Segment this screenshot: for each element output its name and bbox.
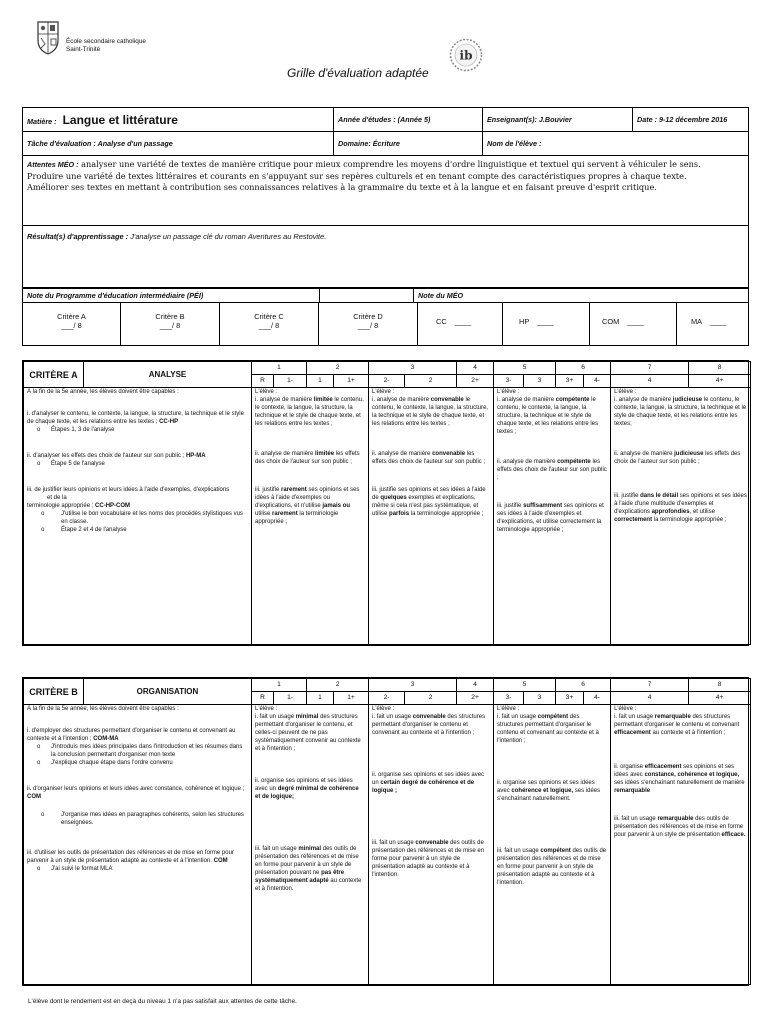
descriptor-text: iii. justifie ses opinions et ses idées à l'aide de (372, 487, 486, 501)
descriptor-text: la terminologie appropriée ; (255, 511, 339, 525)
critere-b-i-sub-1: o J'introduis mes idées principales dans l'introduction et les résumes dans la conclusion permettant d'organiser mon texte (27, 743, 248, 759)
ma-label: MA (691, 317, 702, 326)
level-8: 8 (689, 362, 751, 375)
critere-b-title: ORGANISATION (84, 679, 252, 705)
critere-b-level-1-2 (252, 705, 369, 985)
descriptor-text: ses idées s'enchaînant naturellement. (497, 788, 601, 802)
descriptor-text: iii. justifie (614, 493, 639, 499)
descriptor-text: ii. organise (614, 764, 644, 770)
descriptor-text: iii. justifie (255, 487, 280, 493)
school-crest-icon (36, 20, 60, 56)
critere-b-iii-text: iii. d'utiliser les outils de présentation des références et de mise en forme pour parvenir à un style de présentation adapté au contexte et à l'intention. (27, 850, 234, 864)
level-3: 3 (369, 362, 457, 375)
level-8: 8 (689, 679, 751, 692)
level-2: 2 (307, 679, 369, 692)
info-block (22, 107, 749, 289)
sublevel-4-plus: 4+ (689, 692, 751, 705)
descriptor-label: L'élève : (497, 389, 520, 395)
descriptor-keyword: remarquable (614, 788, 651, 794)
attentes-line-2: Produire une variété de textes littéraires et courants en s'appuyant sur ses repères culturels et en tenant compte des caractéristiques propres à chaque texte. (27, 170, 687, 181)
critere-b-iii-code: COM (213, 858, 228, 864)
sublevel-2-minus: 2- (369, 375, 405, 388)
descriptor-label: L'élève : (372, 389, 395, 395)
descriptor-text: i. fait un usage (497, 714, 537, 720)
descriptor-keyword: compétent (540, 848, 571, 854)
critere-a-iii-text-1: iii. de justifier leurs opinions et leurs idées à l'aide d'exemples, d'explications (27, 487, 230, 493)
note-critere-d (318, 303, 417, 345)
descriptor-text: ses opinions et ses idées à l'aide d'exemples ou d'explications, et n'utilise (255, 487, 360, 509)
critere-b-label: Critère B (155, 312, 185, 321)
descriptor-text: ses opinions et ses idées à l'aide d'une multitude d'exemples et d'explications (614, 493, 747, 515)
descriptor-text: ii. organise ses opinions et ses idées avec (497, 780, 595, 794)
descriptor-keyword: judicieuse (672, 397, 703, 403)
attentes-line-1: analyser une variété de textes de manière critique pour mieux comprendre les moyens d'ordre linguistique et textuel qui servent à véhiculer le sens. (81, 159, 701, 169)
cc-label: CC (436, 317, 447, 326)
descriptor-text: ii. organise ses opinions et ses idées avec un (372, 772, 485, 786)
descriptor-text: ses opinions et ses idées à l'aide d'exemples et d'explications, et utilise correctement la terminologie appropriée ; (497, 503, 604, 533)
critere-b-name: CRITÈRE B (24, 679, 84, 705)
note-critere-b (120, 303, 219, 345)
resultat-book: Aventures au Restovite. (247, 232, 327, 241)
descriptor-text: des structures permettant d'organiser le contenu et convenant au contexte et à l'intention ; (372, 714, 486, 736)
descriptor-label: L'élève : (497, 706, 520, 712)
descriptor-text: utilise (255, 511, 271, 517)
descriptor-text: , et utilise (689, 509, 715, 515)
descriptor-text: ii. analyse de manière (255, 451, 314, 457)
critere-b-iii-sub: o J'ai suivi le format MLA (27, 865, 248, 873)
critere-a-name: CRITÈRE A (24, 362, 84, 388)
descriptor-keyword: remarquable (657, 816, 694, 822)
level-6: 6 (556, 679, 611, 692)
descriptor-text: iii. fait un usage (372, 840, 414, 846)
descriptor-keyword: compétente (557, 459, 591, 465)
note-critere-c (219, 303, 318, 345)
descriptor-keyword: suffisamment (523, 503, 563, 509)
descriptor-text: i. analyse de manière (497, 397, 555, 403)
level-1: 1 (252, 679, 307, 692)
resultat-text: J'analyse un passage clé du roman (130, 232, 246, 241)
note-cc (417, 303, 502, 345)
descriptor-keyword: compétent (537, 714, 569, 720)
critere-c-score: ___/ 8 (258, 321, 280, 330)
critere-b-objectives (24, 705, 252, 985)
sublevel-4: 4 (611, 692, 689, 705)
critere-b-table (22, 677, 749, 986)
descriptor-text: les effets des choix de l'auteur sur son public ; (614, 451, 741, 465)
descriptor-text: le contenu, le contexte, la langue, la structure, la technique et le style de chaque texte, et les relations entre les textes ; (497, 397, 599, 435)
descriptor-text: ses opinions et ses idées avec (614, 764, 735, 778)
sublevel-r: R (252, 375, 274, 388)
sublevel-2-plus: 2+ (457, 692, 494, 705)
level-5: 5 (494, 362, 556, 375)
sublevel-3-plus: 3+ (556, 375, 584, 388)
descriptor-keyword: efficacement (644, 764, 682, 770)
descriptor-keyword: approfondies (651, 509, 690, 515)
level-4: 4 (457, 679, 494, 692)
descriptor-text: au contexte et à l'intention. (255, 878, 362, 892)
annee-etudes: Année d'études : (Année 5) (333, 108, 482, 132)
level-6: 6 (556, 362, 611, 375)
descriptor-keyword: convenable (412, 714, 446, 720)
descriptor-text: ses idées s'enchaînant naturellement de manière (614, 780, 745, 786)
descriptor-text: i. analyse de manière (255, 397, 313, 403)
descriptor-text: des structures permettant d'organiser le contenu et convenant (614, 714, 740, 728)
domaine: Domaine: Écriture (333, 132, 482, 156)
note-critere-a (23, 303, 120, 345)
hp-label: HP (519, 317, 530, 326)
critere-b-ii-code: COM (27, 794, 41, 800)
resultat-label: Résultat(s) d'apprentissage : (27, 232, 129, 241)
critere-a-level-3-4 (369, 388, 494, 645)
critere-a-score: ___/ 8 (61, 321, 82, 330)
note-com (589, 303, 676, 345)
sublevel-3: 3 (524, 375, 556, 388)
descriptor-text: la terminologie appropriée ; (410, 511, 484, 517)
descriptor-text: iii. fait un usage (614, 816, 656, 822)
descriptor-keyword: efficacement (614, 730, 651, 736)
meo-label: Note du MÉO (413, 288, 748, 303)
descriptor-keyword: minimal (295, 714, 319, 720)
critere-d-label: Critère D (353, 312, 383, 321)
hp-blank: ____ (537, 317, 554, 326)
critere-a-i-code: CC-HP (159, 419, 179, 425)
sublevel-1: 1 (307, 692, 334, 705)
critere-b-level-7-8 (611, 705, 751, 985)
descriptor-text: au contexte et à l'intention ; (652, 730, 726, 736)
critere-c-label: Critère C (254, 312, 284, 321)
descriptor-keyword: quelques (380, 495, 407, 501)
descriptor-text: iii. fait un usage (255, 846, 297, 852)
note-ma (676, 303, 748, 345)
critere-a-level-1-2 (252, 388, 369, 645)
sublevel-3-minus: 3- (494, 375, 524, 388)
sublevel-4-minus: 4- (584, 692, 611, 705)
descriptor-label: L'élève : (255, 706, 278, 712)
sublevel-4-plus: 4+ (689, 375, 751, 388)
descriptor-text: i. fait un usage (614, 714, 654, 720)
sublevel-1-minus: 1- (274, 692, 307, 705)
critere-a-i-text: i. d'analyser le contenu, le contexte, la langue, la structure, la technique et le style de chaque texte, et les relations entre les textes ; (27, 411, 244, 425)
descriptor-text: ii. analyse de manière (614, 451, 673, 457)
descriptor-label: L'élève : (372, 706, 395, 712)
descriptor-text: ii. organise ses opinions et ses idées avec un (255, 778, 353, 792)
descriptor-keyword: degré minimal de cohérence et de logique; (255, 786, 359, 800)
date: Date : 9-12 décembre 2016 (632, 108, 748, 132)
note-hp (502, 303, 589, 345)
critere-b-i-sub-2: o J'explique chaque étape dans l'ordre convenu (27, 759, 248, 767)
descriptor-keyword: parfois (389, 511, 410, 517)
critere-a-objectives (24, 388, 252, 645)
level-1: 1 (252, 362, 307, 375)
sublevel-1: 1 (307, 375, 334, 388)
critere-a-table (22, 360, 749, 646)
descriptor-text: les effets des choix de l'auteur sur son public ; (372, 451, 486, 465)
notes-block (22, 287, 749, 346)
attentes-line-3: Améliorer ses textes en mettant à contribution ses connaissances relatives à la grammaire du texte et à la langue et en faisant preuve d'esprit critique. (27, 182, 657, 193)
resultat-apprentissage (23, 226, 748, 288)
critere-d-score: ___/ 8 (357, 321, 379, 330)
critere-a-i-sub: o Étapes 1, 3 de l'analyse (27, 426, 248, 434)
critere-b-i-text: i. d'employer des structures permettant d'organiser le contenu et convenant au contexte et à l'intention ; (27, 728, 236, 742)
critere-b-ii-sub: o J'organise mes idées en paragraphes cohérents, selon les structures enseignées. (27, 811, 248, 827)
critere-a-iii-sub-2: o Étape 2 et 4 de l'analyse (27, 526, 248, 534)
descriptor-text: le contenu, le contexte, la langue, la structure, la technique et le style de chaque texte, et les relations entre les textes ; (255, 397, 364, 427)
matiere-label: Matière : (27, 116, 57, 126)
descriptor-text: ii. analyse de manière (372, 451, 431, 457)
school-line-2: Saint-Trinité (66, 46, 101, 53)
critere-a-iii-text-2: et de la (47, 495, 67, 501)
sublevel-4-minus: 4- (584, 375, 611, 388)
critere-b-level-5-6 (494, 705, 611, 985)
descriptor-label: L'élève : (614, 706, 637, 712)
descriptor-keyword: minimal (298, 846, 322, 852)
descriptor-text: i. analyse de manière (614, 397, 672, 403)
descriptor-text: des outils de présentation des références et de mise en forme pour parvenir à un style de présentation adapté au contexte et à l'intention. (372, 840, 485, 878)
sublevel-1-minus: 1- (274, 375, 307, 388)
descriptor-keyword: limitée (313, 397, 333, 403)
school-name (66, 38, 146, 54)
descriptor-keyword: cohérence et logique, (511, 788, 574, 794)
descriptor-keyword: compétente (555, 397, 590, 403)
critere-b-score: ___/ 8 (159, 321, 181, 330)
descriptor-text: les effets des choix de l'auteur sur son public ; (497, 459, 607, 481)
ma-blank: ____ (709, 317, 727, 326)
critere-b-level-3-4 (369, 705, 494, 985)
critere-a-level-7-8 (611, 388, 751, 645)
footer-note: L'élève dont le rendement est en deçà du niveau 1 n'a pas satisfait aux attentes de cette tâche. (28, 998, 297, 1005)
sublevel-2: 2 (405, 375, 457, 388)
sublevel-2: 2 (405, 692, 457, 705)
level-7: 7 (611, 362, 689, 375)
critere-b-ii-text: ii. d'organiser leurs opinions et leurs idées avec constance, cohérence et logique ; (27, 786, 245, 792)
descriptor-keyword: remarquable (654, 714, 691, 720)
descriptor-keyword: constance, cohérence et logique, (644, 772, 740, 778)
nom-eleve-label: Nom de l'élève : (487, 138, 542, 148)
level-2: 2 (307, 362, 369, 375)
critere-a-ii-sub: o Étape 5 de l'analyse (27, 460, 248, 468)
descriptor-text: des outils de présentation des références et de mise en forme pour parvenir à un style de présentation pouvant ne (255, 846, 359, 876)
page-title: Grille d'évaluation adaptée (287, 66, 429, 80)
level-7: 7 (611, 679, 689, 692)
critere-a-intro: À la fin de la 5e année, les élèves doivent être capables : (27, 389, 179, 395)
descriptor-keyword: dans le détail (640, 493, 679, 499)
sublevel-4: 4 (611, 375, 689, 388)
sublevel-3-plus: 3+ (556, 692, 584, 705)
sublevel-3-minus: 3- (494, 692, 524, 705)
descriptor-keyword: convenable (415, 840, 449, 846)
descriptor-label: L'élève : (255, 389, 278, 395)
descriptor-text: des structures permettant d'organiser le contenu et convenant au contexte et à l'intention ; (497, 714, 599, 744)
descriptor-text: la terminologie appropriée ; (653, 517, 727, 523)
critere-a-iii-code: CC-HP-COM (95, 503, 131, 509)
matiere-value: Langue et littérature (62, 112, 178, 127)
level-5: 5 (494, 679, 556, 692)
critere-a-ii-code: HP-MA (185, 453, 206, 459)
descriptor-text: des outils de présentation des références et de mise en forme pour parvenir à un style de présentation adapté au contexte et à l'intention. (497, 848, 607, 886)
descriptor-keyword: correctement (614, 517, 653, 523)
descriptor-keyword: convenable (430, 397, 464, 403)
descriptor-keyword: rarement (272, 511, 298, 517)
descriptor-text: i. analyse de manière (372, 397, 430, 403)
descriptor-keyword: certain degré de cohérence et de logique ; (372, 780, 475, 794)
descriptor-keyword: judicieuse (674, 451, 704, 457)
descriptor-text: iii. fait un usage (497, 848, 539, 854)
ib-logo-icon (449, 38, 483, 72)
descriptor-text: les effets des choix de l'auteur sur son public ; (255, 451, 360, 465)
critere-a-ii-text: ii. d'analyser les effets des choix de l'auteur sur son public ; (27, 453, 185, 459)
descriptor-keyword: convenable (432, 451, 466, 457)
descriptor-text: i. fait un usage (372, 714, 412, 720)
descriptor-text: des structures permettant d'organiser le contenu, et celles-ci peuvent de ne pas systématiquement convenir au contexte et à l'intention ; (255, 714, 361, 752)
descriptor-label: L'élève : (614, 389, 637, 395)
ib-logo-letters: ib (459, 48, 473, 63)
descriptor-keyword: limitée (315, 451, 335, 457)
com-blank: ____ (627, 317, 644, 326)
pei-label: Note du Programme d'éducation intermédiaire (PÉI) (27, 290, 204, 300)
level-4: 4 (457, 362, 494, 375)
descriptor-text: exemples et explications, même si cela n'est pas systématique, et utilise (372, 495, 479, 517)
cc-blank: ____ (454, 317, 472, 326)
level-3: 3 (369, 679, 457, 692)
descriptor-text: le contenu, le contexte, la langue, la structure, la technique et le style de chaque texte, et les relations entre les textes; (614, 397, 747, 427)
critere-a-level-5-6 (494, 388, 611, 645)
critere-a-label: Critère A (57, 312, 86, 321)
critere-a-title: ANALYSE (84, 362, 252, 388)
school-line-1: École secondaire catholique (66, 38, 146, 45)
descriptor-text: iii. justifie (497, 503, 522, 509)
tache-evaluation: Tâche d'évaluation : Analyse d'un passage (27, 139, 173, 148)
critere-b-intro: À la fin de la 5e année, les élèves doivent être capables : (27, 706, 179, 712)
attentes-meo (23, 156, 748, 226)
sublevel-1-plus: 1+ (334, 692, 369, 705)
sublevel-1-plus: 1+ (334, 375, 369, 388)
enseignant: Enseignant(s): J.Bouvier (482, 108, 632, 132)
descriptor-text: ii. analyse de manière (497, 459, 556, 465)
descriptor-text: i. fait un usage (255, 714, 295, 720)
descriptor-text: des outils de présentation des références et de mise en forme pour parvenir à un style de présentation (614, 816, 744, 838)
descriptor-keyword: jamais ou (322, 503, 351, 509)
nom-eleve (482, 132, 748, 156)
sublevel-3: 3 (524, 692, 556, 705)
sublevel-r: R (252, 692, 274, 705)
descriptor-text: le contenu, le contexte, la langue, la structure, la technique et le style de chaque texte, et les relations entre les textes ; (372, 397, 489, 427)
critere-a-iii-sub-1: o J'utilise le bon vocabulaire et les noms des procédés stylistiques vus en classe. (27, 510, 248, 526)
descriptor-keyword: pas être systématiquement adapté (255, 870, 345, 884)
critere-a-iii-text-3: terminologie appropriée ; (27, 503, 94, 509)
sublevel-2-plus: 2+ (457, 375, 494, 388)
descriptor-keyword: efficace. (721, 832, 746, 838)
critere-b-i-code: COM-MA (93, 736, 119, 742)
attentes-label: Attentes MÉO : (27, 160, 79, 169)
sublevel-2-minus: 2- (369, 692, 405, 705)
descriptor-keyword: rarement (281, 487, 307, 493)
com-label: COM (602, 317, 620, 326)
